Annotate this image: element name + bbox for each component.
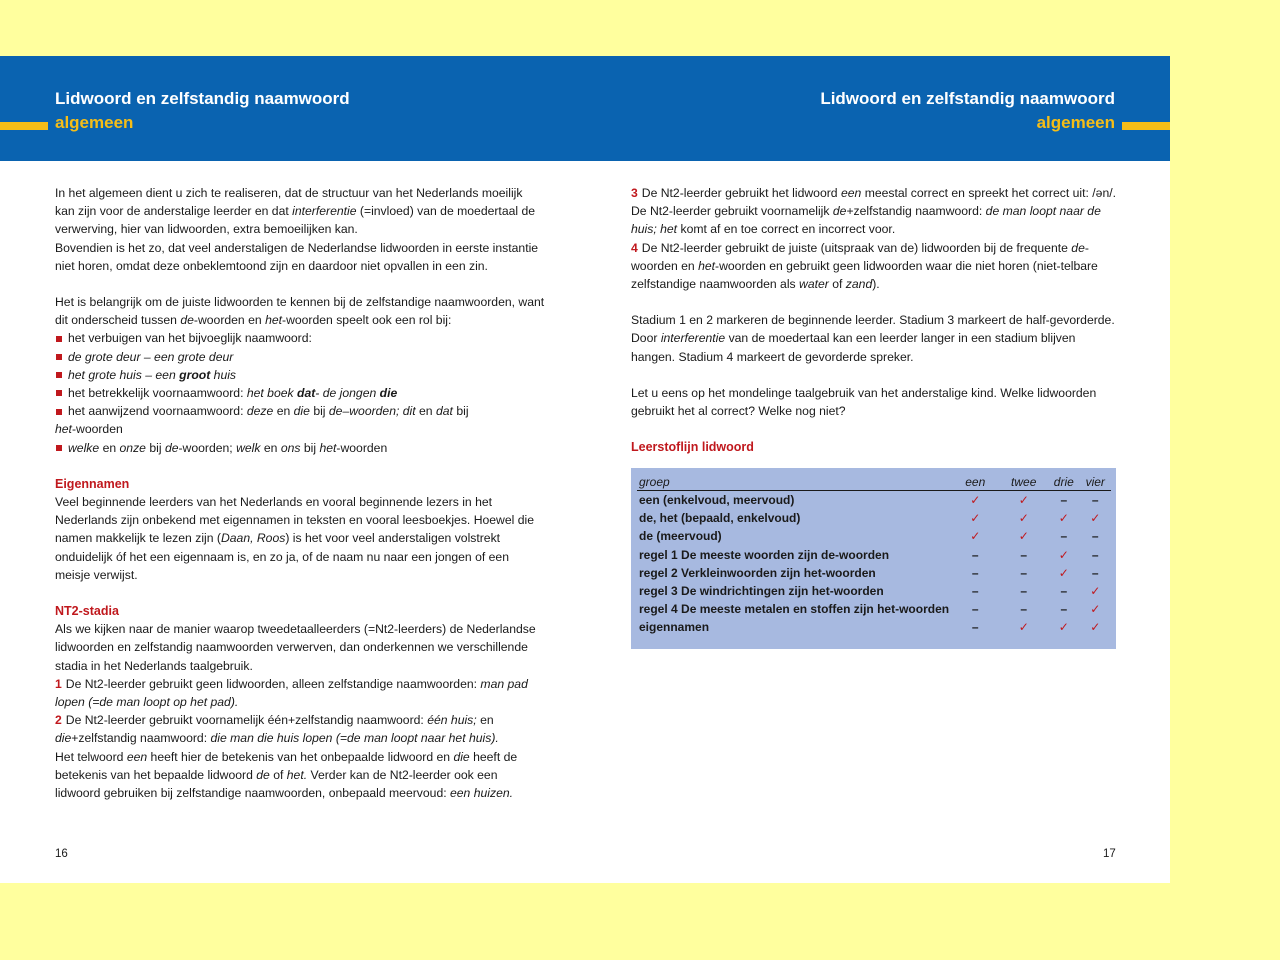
table-row [637, 618, 1111, 636]
dash-cell: – [971, 602, 979, 617]
table-cell-groep: een (enkelvoud, meervoud) [639, 493, 795, 508]
checkmark-icon: ✓ [1058, 620, 1069, 635]
dash-cell: – [1060, 584, 1068, 599]
observation-paragraph: Let u eens op het mondelinge taalgebruik van het anderstalige kind. Welke lidwoorden gebruikt het al correct? Welke nog niet? [631, 385, 1097, 419]
checkmark-icon: ✓ [1018, 493, 1029, 508]
heading-eigennamen: Eigennamen [55, 476, 130, 491]
right-page-body [631, 184, 1119, 456]
bullet-square-icon [56, 354, 62, 360]
accent-bar-left [0, 122, 48, 130]
table-row [637, 527, 1111, 545]
checkmark-icon: ✓ [1018, 511, 1029, 526]
dash-cell: – [1060, 493, 1068, 508]
dash-cell: – [1020, 547, 1028, 562]
dash-cell: – [1020, 565, 1028, 580]
dash-cell: – [1060, 529, 1068, 544]
table-cell-groep: regel 4 De meeste metalen en stoffen zijn het-woorden [639, 602, 950, 617]
dash-cell: – [971, 620, 979, 635]
lidwoord-paragraph: Het is belangrijk om de juiste lidwoorden te kennen bij de zelfstandige naamwoorden, want dit onderscheid tussen de-woorden en het-woorden speelt ook een rol bij: [55, 295, 545, 328]
bullet-square-icon [56, 390, 62, 396]
checkmark-icon: ✓ [1090, 511, 1101, 526]
left-page-title: Lidwoord en zelfstandig naamwoord [55, 89, 350, 108]
dash-cell: – [1091, 493, 1099, 508]
checkmark-icon: ✓ [1018, 529, 1029, 544]
stadium-4: 4 De Nt2-leerder gebruikt de juiste (uitspraak van de) lidwoorden bij de frequente de-woorden en het-woorden en gebruikt geen lidwoorden waar die niet horen (niet-telbare zelfstandige naamwoorden als water of zand). [631, 240, 1098, 292]
heading-leerstoflijn: Leerstoflijn lidwoord [631, 440, 754, 455]
checkmark-icon: ✓ [1058, 547, 1069, 562]
leerstoflijn-table-box [631, 468, 1116, 649]
table-cell-groep: eigennamen [639, 620, 710, 635]
left-page-subtitle: algemeen [55, 113, 134, 132]
checkmark-icon: ✓ [970, 529, 981, 544]
eigennamen-paragraph: Veel beginnende leerders van het Nederlands en vooral beginnende lezers in het Nederlands zijn onbekend met eigennamen in teksten en vooral leesboekjes. Hoewel die namen makkelijk te lezen zijn (Daan, Roos) is het voor veel anderstaligen volstrekt onduidelijk óf het een eigennaam is, en zo ja, of de naam nu naar een jongen of een meisje verwijst. [55, 495, 534, 582]
dash-cell: – [1091, 565, 1099, 580]
bullet-square-icon [56, 372, 62, 378]
nt2-intro: Als we kijken naar de manier waarop tweedetaalleerders (=Nt2-leerders) de Nederlandse lidwoorden en zelfstandig naamwoorden verwerven, dan onderkennen we verschillende stadia in het Nederlands taalgebruik. [55, 622, 536, 673]
table-cell-groep: regel 2 Verkleinwoorden zijn het-woorden [639, 565, 876, 580]
stadium-1: 1 De Nt2-leerder gebruikt geen lidwoorden, alleen zelfstandige naamwoorden: man pad lopen (=de man loopt op het pad). [55, 676, 528, 710]
col-header-een: een [951, 473, 999, 491]
dash-cell: – [1020, 584, 1028, 599]
checkmark-icon: ✓ [1090, 620, 1101, 635]
table-header-row [637, 473, 1111, 491]
col-header-vier: vier [1080, 473, 1111, 491]
table-row [637, 582, 1111, 600]
checkmark-icon: ✓ [1058, 565, 1069, 580]
table-cell-groep: de (meervoud) [639, 529, 722, 544]
bullet-item: de grote deur – een grote deur [55, 348, 545, 366]
dash-cell: – [1091, 529, 1099, 544]
dash-cell: – [1091, 547, 1099, 562]
intro-paragraph: In het algemeen dient u zich te realiseren, dat de structuur van het Nederlands moeilijk kan zijn voor de anderstalige leerder en dat interferentie (=invloed) van de moedertaal de verwerving, hier van lidwoorden, extra bemoeilijken kan. Bovendien is het zo, dat veel anderstaligen de Nederlandse lidwoorden in eerste instantie niet horen, omdat deze onbeklemtoond zijn en daardoor niet opvallen in een zin. [55, 186, 539, 273]
right-page-subtitle: algemeen [1036, 113, 1115, 132]
accent-bar-right [1122, 122, 1170, 130]
bullet-item: welke en onze bij de-woorden; welk en ons bij het-woorden [55, 439, 545, 457]
table-cell-groep: regel 3 De windrichtingen zijn het-woorden [639, 584, 884, 599]
bullet-item: het aanwijzend voornaamwoord: deze en die bij de–woorden; dit en dat bij het-woorden [55, 404, 469, 437]
table-cell-groep: de, het (bepaald, enkelvoud) [639, 511, 801, 526]
bullet-item: het verbuigen van het bijvoeglijk naamwoord: [55, 329, 545, 347]
dash-cell: – [971, 584, 979, 599]
checkmark-icon: ✓ [970, 511, 981, 526]
bullet-square-icon [56, 336, 62, 342]
heading-nt2-stadia: NT2-stadia [55, 604, 119, 619]
book-spread [0, 56, 1170, 883]
leerstoflijn-table [637, 473, 1111, 637]
dash-cell: – [971, 565, 979, 580]
dash-cell: – [971, 547, 979, 562]
table-row [637, 600, 1111, 618]
checkmark-icon: ✓ [1058, 511, 1069, 526]
bullet-square-icon [56, 445, 62, 451]
header-banner [0, 56, 1170, 161]
bullet-item: het grote huis – een groot huis [55, 366, 545, 384]
table-row [637, 509, 1111, 527]
col-header-drie: drie [1048, 473, 1079, 491]
table-row [637, 546, 1111, 564]
table-row [637, 564, 1111, 582]
bullet-square-icon [56, 409, 62, 415]
checkmark-icon: ✓ [1090, 602, 1101, 617]
checkmark-icon: ✓ [970, 493, 981, 508]
checkmark-icon: ✓ [1018, 620, 1029, 635]
stadium-3: 3 De Nt2-leerder gebruikt het lidwoord een meestal correct en spreekt het correct uit: /ən/. De Nt2-leerder gebruikt voornamelijk de+zelfstandig naamwoord: de man loopt naar de huis; het komt af en toe correct en incorrect voor. [631, 186, 1116, 237]
page-number-right: 17 [1103, 848, 1116, 860]
col-header-groep: groep [637, 473, 951, 491]
col-header-twee: twee [999, 473, 1048, 491]
page-number-left: 16 [55, 848, 68, 860]
checkmark-icon: ✓ [1090, 584, 1101, 599]
bullet-item: het betrekkelijk voornaamwoord: het boek dat- de jongen die [55, 384, 545, 402]
table-row [637, 491, 1111, 510]
right-page-title: Lidwoord en zelfstandig naamwoord [820, 89, 1115, 108]
dash-cell: – [1060, 602, 1068, 617]
stadium-2: 2 De Nt2-leerder gebruikt voornamelijk één+zelfstandig naamwoord: één huis; en die+zelfstandig naamwoord: die man die huis lopen (=de man loopt naar het huis). Het telwoord een heeft hier de betekenis van het onbepaalde lidwoord en die heeft de betekenis van het bepaalde lidwoord de of het. Verder kan de Nt2-leerder ook een lidwoord gebruiken bij zelfstandige naamwoorden, onbepaald meervoud: een huizen. [55, 713, 518, 801]
stadium-summary: Stadium 1 en 2 markeren de beginnende leerder. Stadium 3 markeert de half-gevorderde. Door interferentie van de moedertaal kan een leerder langer in een stadium blijven hangen. Stadium 4 markeert de gevorderde spreker. [631, 313, 1115, 364]
table-cell-groep: regel 1 De meeste woorden zijn de-woorden [639, 547, 890, 562]
left-page-body [55, 184, 545, 802]
dash-cell: – [1020, 602, 1028, 617]
